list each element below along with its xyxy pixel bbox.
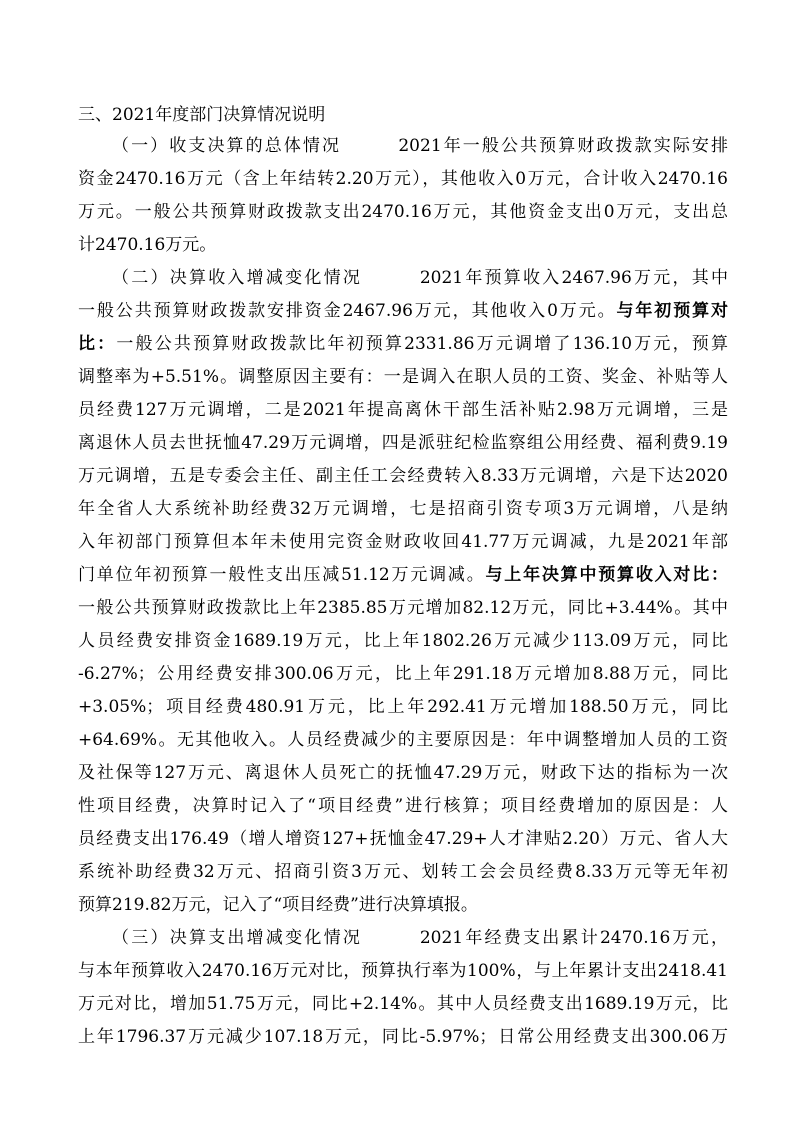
text-span: 门单位年初预算一般性支出压减51.12万元调减。 [78, 565, 486, 585]
paragraph-line: 性项目经费，决算时记入了“项目经费”进行核算；项目经费增加的原因是：人 [78, 796, 728, 816]
paragraph-line [78, 296, 728, 326]
paragraph-line: 资金2470.16万元（含上年结转2.20万元），其他收入0万元，合计收入2470.16 [78, 169, 728, 189]
paragraph-line: 万元对比，增加51.75万元，同比+2.14%。其中人员经费支出1689.19万元，比 [78, 994, 728, 1014]
paragraph-line: 入年初部门预算但本年未使用完资金财政收回41.77万元调减，九是2021年部 [78, 532, 728, 552]
paragraph-line: 上年1796.37万元减少107.18万元，同比-5.97%；日常公用经费支出300.06万 [78, 1027, 728, 1047]
text-span: 一般公共预算财政拨款安排资金2467.96万元，其他收入0万元。 [78, 301, 617, 321]
paragraph-line: 预算219.82万元，记入了“项目经费”进行决算填报。 [78, 895, 478, 915]
paragraph-line: 年全省人大系统补助经费32万元调增，七是招商引资专项3万元调增，八是纳 [78, 499, 728, 519]
paragraph-line: 万元调增，五是专委会主任、副主任工会经费转入8.33万元调增，六是下达2020 [78, 466, 728, 486]
paragraph-line: 万元。一般公共预算财政拨款支出2470.16万元，其他资金支出0万元，支出总 [78, 202, 728, 222]
paragraph-line: 一般公共预算财政拨款比上年2385.85万元增加82.12万元，同比+3.44%。其中 [78, 598, 728, 618]
bold-text-span: 与年初预算对 [616, 301, 728, 321]
section-heading: 三、2021年度部门决算情况说明 [78, 105, 326, 125]
paragraph-line: （三）决算支出增减变化情况 2021年经费支出累计2470.16万元， [112, 928, 728, 948]
paragraph-line: （二）决算收入增减变化情况 2021年预算收入2467.96万元，其中 [112, 268, 728, 288]
paragraph-line: 人员经费安排资金1689.19万元，比上年1802.26万元减少113.09万元，同比 [78, 631, 728, 651]
paragraph-line: 员经费127万元调增，二是2021年提高离休干部生活补贴2.98万元调增，三是 [78, 400, 728, 420]
bold-text-span: 比： [78, 334, 117, 354]
paragraph-line: 调整率为+5.51%。调整原因主要有：一是调入在职人员的工资、奖金、补贴等人 [78, 367, 728, 387]
paragraph-line: -6.27%；公用经费安排300.06万元，比上年291.18万元增加8.88万元，同比 [78, 664, 728, 684]
paragraph-line: +3.05%；项目经费480.91万元，比上年292.41万元增加188.50万元，同比 [78, 697, 728, 717]
paragraph-line: 计2470.16万元。 [78, 235, 217, 255]
paragraph-line: 员经费支出176.49（增人增资127+抚恤金47.29+人才津贴2.20）万元、省人大 [78, 829, 728, 849]
bold-text-span: 与上年决算中预算收入对比： [485, 565, 728, 585]
paragraph-line [78, 560, 728, 590]
paragraph-line: （一）收支决算的总体情况 2021年一般公共预算财政拨款实际安排 [112, 136, 728, 156]
paragraph-line: 离退休人员去世抚恤47.29万元调增，四是派驻纪检监察组公用经费、福利费9.19 [78, 433, 728, 453]
text-span: 一般公共预算财政拨款比年初预算2331.86万元调增了136.10万元，预算 [116, 334, 728, 354]
paragraph-line: 与本年预算收入2470.16万元对比，预算执行率为100%，与上年累计支出2418.41 [78, 961, 728, 981]
paragraph-line: +64.69%。无其他收入。人员经费减少的主要原因是：年中调整增加人员的工资 [78, 730, 728, 750]
paragraph-line: 及社保等127万元、离退休人员死亡的抚恤47.29万元，财政下达的指标为一次 [78, 763, 728, 783]
paragraph-line [78, 329, 728, 359]
paragraph-line: 系统补助经费32万元、招商引资3万元、划转工会会员经费8.33万元等无年初 [78, 862, 728, 882]
